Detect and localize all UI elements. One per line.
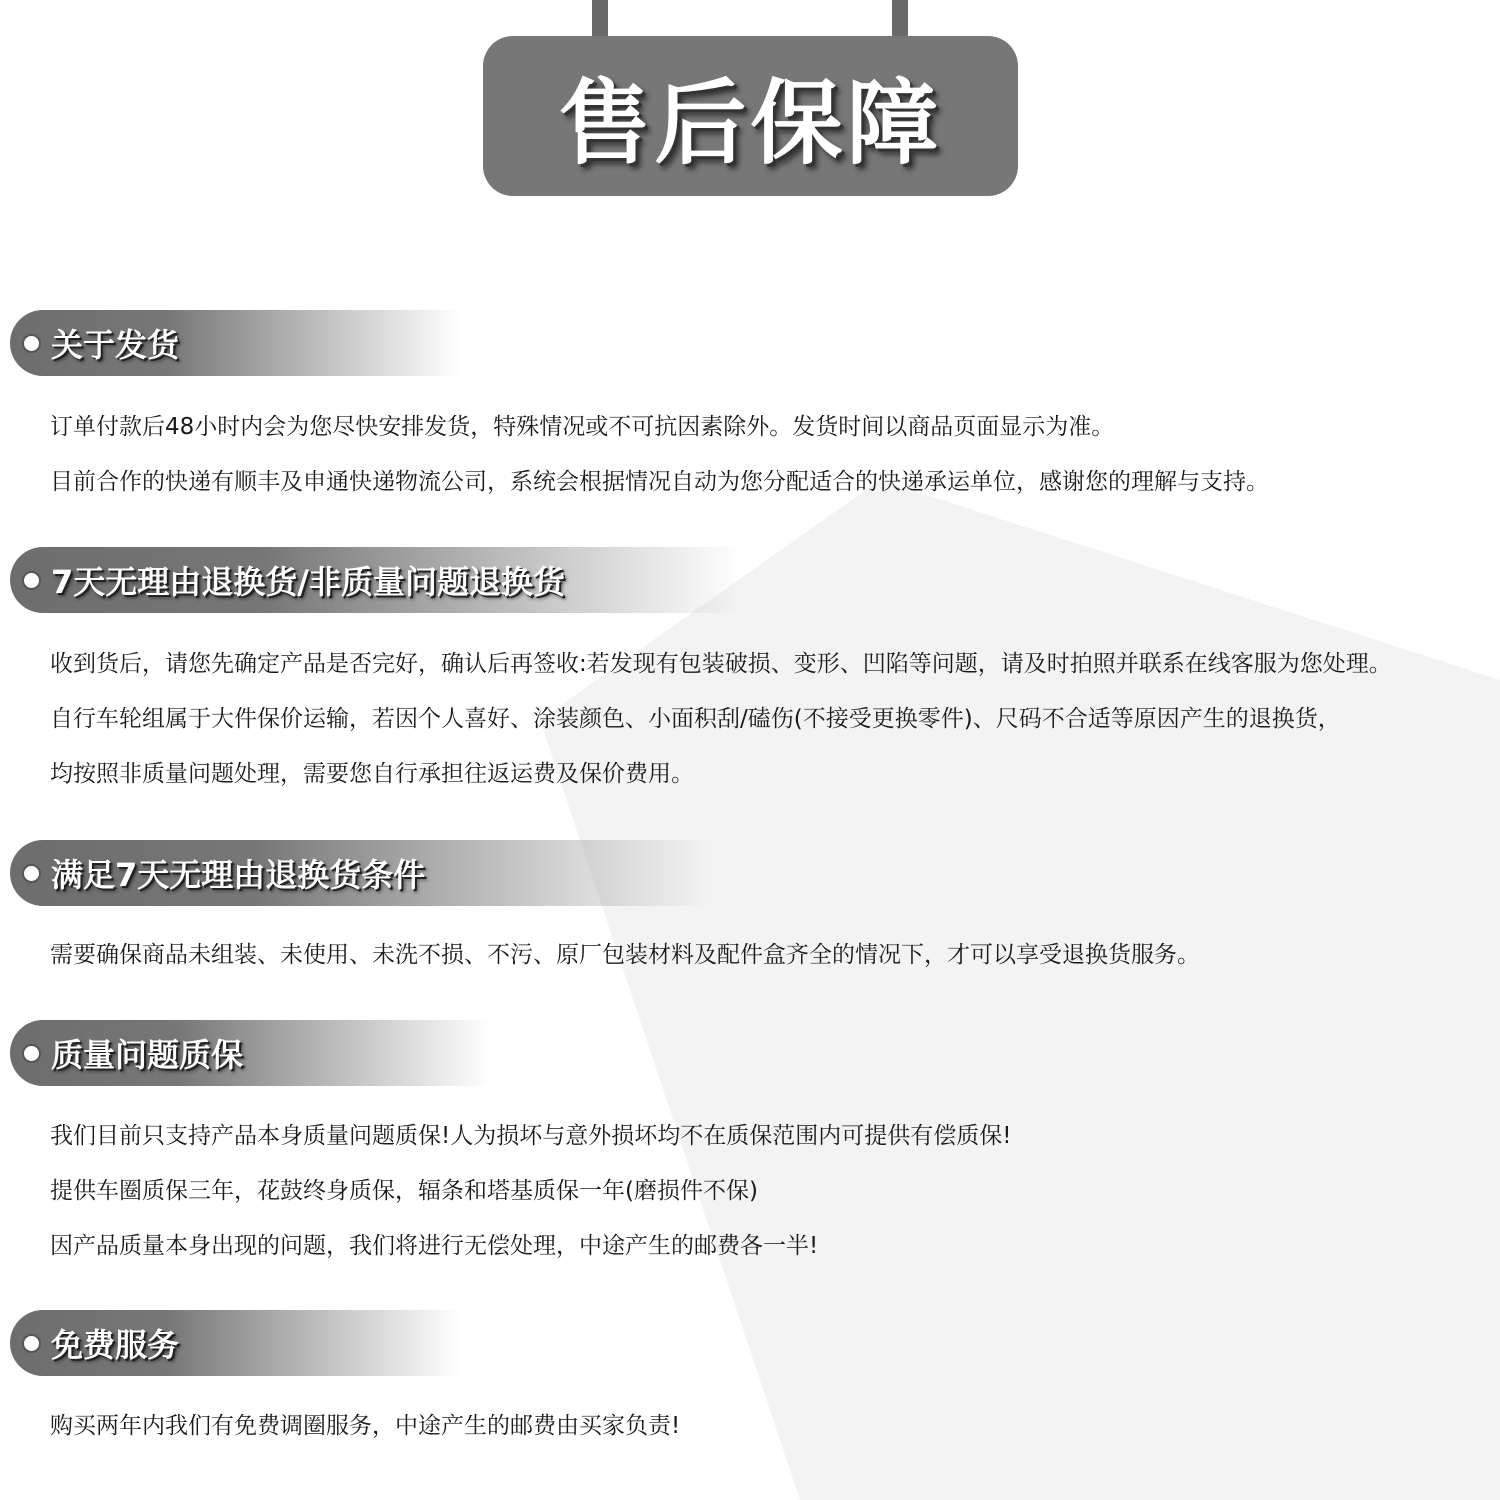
section-text-line: 收到货后，请您先确定产品是否完好，确认后再签收:若发现有包装破损、变形、凹陷等问题，请及时拍照并联系在线客服为您处理。 xyxy=(50,651,1392,677)
bullet-dot-icon xyxy=(22,334,41,353)
section-title: 7天无理由退换货/非质量问题退换货 xyxy=(51,563,565,601)
section-header-returns xyxy=(10,547,740,613)
section-header-warranty xyxy=(10,1020,490,1086)
bullet-dot-icon xyxy=(22,864,41,883)
section-title: 满足7天无理由退换货条件 xyxy=(51,856,426,894)
title-sign xyxy=(483,36,1018,196)
section-text-line: 目前合作的快递有顺丰及申通快递物流公司，系统会根据情况自动为您分配适合的快递承运单位，感谢您的理解与支持。 xyxy=(50,469,1269,495)
bullet-dot-icon xyxy=(22,1334,41,1353)
section-text-line: 购买两年内我们有免费调圈服务，中途产生的邮费由买家负责! xyxy=(50,1413,681,1439)
section-text-line: 均按照非质量问题处理，需要您自行承担往返运费及保价费用。 xyxy=(50,761,694,787)
section-title: 关于发货 xyxy=(51,326,180,364)
section-header-shipping xyxy=(10,310,460,376)
page-title: 售后保障 xyxy=(558,70,943,177)
section-text-line: 提供车圈质保三年，花鼓终身质保，辐条和塔基质保一年(磨损件不保) xyxy=(50,1178,758,1204)
bullet-dot-icon xyxy=(22,571,41,590)
section-text-line: 自行车轮组属于大件保价运输，若因个人喜好、涂装颜色、小面积刮/磕伤(不接受更换零件)、尺码不合适等原因产生的退换货， xyxy=(50,706,1341,732)
section-text-line: 因产品质量本身出现的问题，我们将进行无偿处理，中途产生的邮费各一半! xyxy=(50,1233,819,1259)
section-text-line: 需要确保商品未组装、未使用、未洗不损、不污、原厂包装材料及配件盒齐全的情况下，才可以享受退换货服务。 xyxy=(50,942,1200,968)
section-title: 免费服务 xyxy=(51,1326,180,1364)
section-title: 质量问题质保 xyxy=(51,1036,244,1074)
section-header-free-service xyxy=(10,1310,460,1376)
section-text-line: 我们目前只支持产品本身质量问题质保!人为损坏与意外损坏均不在质保范围内可提供有偿质保! xyxy=(50,1123,1012,1149)
bullet-dot-icon xyxy=(22,1044,41,1063)
section-text-line: 订单付款后48小时内会为您尽快安排发货，特殊情况或不可抗因素除外。发货时间以商品页面显示为准。 xyxy=(50,414,1115,440)
section-header-return-conditions xyxy=(10,840,710,906)
